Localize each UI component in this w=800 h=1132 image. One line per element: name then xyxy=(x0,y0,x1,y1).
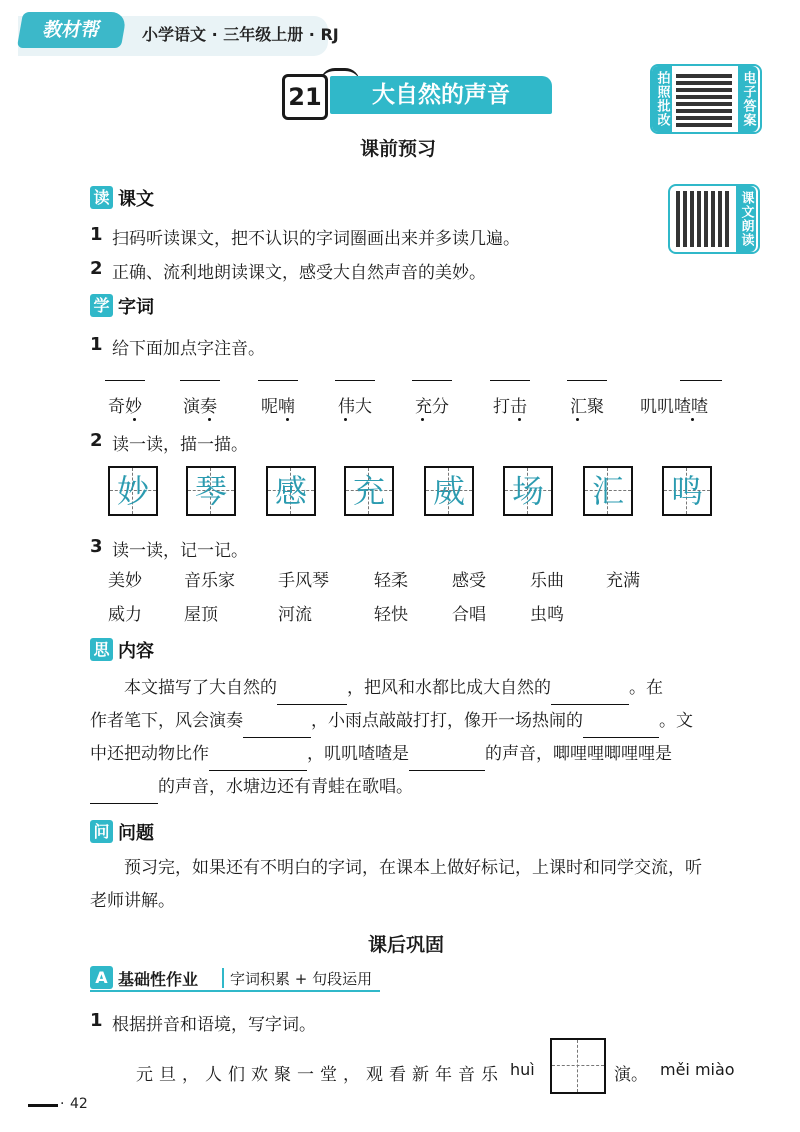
book-title: 小学语文 · 三年级上册 · RJ xyxy=(142,25,339,44)
fill-blank[interactable] xyxy=(551,686,629,705)
memorize-word: 轻柔 xyxy=(374,571,408,591)
qr-code-icon xyxy=(676,71,732,127)
lesson-number: 21 xyxy=(282,74,328,120)
para-text: 本文描写了大自然的 xyxy=(124,678,277,698)
para-text: 的声音，唧哩哩唧哩哩是 xyxy=(485,744,672,764)
fill-blank[interactable] xyxy=(409,752,485,771)
pinyin-blank[interactable] xyxy=(180,380,220,381)
pinyin-word: 叽叽喳喳 xyxy=(640,397,708,417)
write-box[interactable] xyxy=(550,1038,606,1094)
pinyin-word: 充分 xyxy=(415,397,449,417)
memorize-word: 感受 xyxy=(452,571,486,591)
question-trace: 读一读，描一描。 xyxy=(112,435,248,455)
memorize-word: 音乐家 xyxy=(184,571,235,591)
emphasis-dot xyxy=(421,418,424,421)
pinyin-hint: huì xyxy=(510,1060,535,1079)
item-number: 2 xyxy=(90,258,103,279)
qr-code-reading[interactable] xyxy=(668,184,760,254)
fill-blank[interactable] xyxy=(243,719,311,738)
pinyin-blank[interactable] xyxy=(490,380,530,381)
question-pinyin: 给下面加点字注音。 xyxy=(112,339,265,359)
trace-char: 妙 xyxy=(116,472,149,510)
item-number: 1 xyxy=(90,224,103,245)
trace-box[interactable] xyxy=(583,466,633,516)
para-text: 。在 xyxy=(629,678,663,698)
qr-side-left: 拍照批改 xyxy=(652,66,672,132)
pinyin-blank[interactable] xyxy=(335,380,375,381)
banner-underline xyxy=(90,990,380,992)
para-text: ，小雨点敲敲打打，像开一场热闹的 xyxy=(311,711,583,731)
read-item-2: 正确、流利地朗读课文，感受大自然声音的美妙。 xyxy=(112,263,486,283)
emphasis-dot xyxy=(344,418,347,421)
footer-dot: · xyxy=(60,1096,65,1112)
para-text: 作者笔下，风会演奏 xyxy=(90,711,243,731)
memorize-word: 河流 xyxy=(278,605,312,625)
emphasis-dot xyxy=(208,418,211,421)
sentence-tail: 演。 xyxy=(614,1065,648,1085)
badge-ask: 问 xyxy=(90,820,113,843)
memorize-word: 乐曲 xyxy=(530,571,564,591)
trace-char: 场 xyxy=(511,472,544,510)
ask-line-2: 老师讲解。 xyxy=(90,891,175,911)
label-ask: 问题 xyxy=(118,823,154,844)
para-line-3 xyxy=(90,738,770,771)
question-write: 根据拼音和语境，写字词。 xyxy=(112,1015,316,1035)
memorize-word: 威力 xyxy=(108,605,142,625)
trace-box[interactable] xyxy=(266,466,316,516)
trace-box[interactable] xyxy=(108,466,158,516)
fill-blank[interactable] xyxy=(90,785,158,804)
section-title-pre: 课前预习 xyxy=(360,138,437,160)
memorize-word: 虫鸣 xyxy=(530,605,564,625)
para-text: 中还把动物比作 xyxy=(90,744,209,764)
qr-code-icon xyxy=(676,191,732,247)
qr-side-right: 课文朗读 xyxy=(736,186,756,252)
label-think: 内容 xyxy=(118,641,154,662)
pinyin-word: 奇妙 xyxy=(108,397,142,417)
item-number: 1 xyxy=(90,1010,103,1031)
emphasis-dot xyxy=(133,418,136,421)
pinyin-blank[interactable] xyxy=(412,380,452,381)
pinyin-word: 演奏 xyxy=(183,397,217,417)
trace-box[interactable] xyxy=(503,466,553,516)
trace-char: 感 xyxy=(274,472,307,510)
question-memorize: 读一读，记一记。 xyxy=(112,541,248,561)
memorize-word: 屋顶 xyxy=(184,605,218,625)
pinyin-word: 汇聚 xyxy=(570,397,604,417)
banner-divider xyxy=(222,968,224,988)
badge-read: 读 xyxy=(90,186,113,209)
section-title-post: 课后巩固 xyxy=(368,934,445,956)
item-number: 3 xyxy=(90,536,103,557)
read-item-1: 扫码听读课文，把不认识的字词圈画出来并多读几遍。 xyxy=(112,229,520,249)
trace-box[interactable] xyxy=(186,466,236,516)
trace-box[interactable] xyxy=(344,466,394,516)
pinyin-blank[interactable] xyxy=(105,380,145,381)
trace-box[interactable] xyxy=(662,466,712,516)
badge-learn: 学 xyxy=(90,294,113,317)
memorize-word: 美妙 xyxy=(108,571,142,591)
emphasis-dot xyxy=(576,418,579,421)
para-text: 。文 xyxy=(659,711,693,731)
memorize-word: 手风琴 xyxy=(278,571,329,591)
pinyin-blank[interactable] xyxy=(567,380,607,381)
pinyin-word: 呢喃 xyxy=(261,397,295,417)
pinyin-word: 伟大 xyxy=(338,397,372,417)
emphasis-dot xyxy=(286,418,289,421)
pinyin-word: 打击 xyxy=(493,397,527,417)
label-learn: 字词 xyxy=(118,297,154,318)
qr-side-right: 电子答案 xyxy=(738,66,758,132)
fill-blank[interactable] xyxy=(277,686,347,705)
pinyin-blank[interactable] xyxy=(680,380,722,381)
para-text: ，把风和水都比成大自然的 xyxy=(347,678,551,698)
memorize-word: 充满 xyxy=(606,571,640,591)
memorize-word: 轻快 xyxy=(374,605,408,625)
page-number: 42 xyxy=(70,1096,88,1112)
trace-char: 充 xyxy=(352,472,385,510)
para-text: 的声音，水塘边还有青蛙在歌唱。 xyxy=(158,777,413,797)
footer-rule xyxy=(28,1104,58,1107)
memorize-word: 合唱 xyxy=(452,605,486,625)
trace-box[interactable] xyxy=(424,466,474,516)
ask-paragraph xyxy=(90,852,770,918)
item-number: 2 xyxy=(90,430,103,451)
item-number: 1 xyxy=(90,334,103,355)
pinyin-hint: měi miào xyxy=(660,1060,735,1079)
trace-char: 汇 xyxy=(591,472,624,510)
trace-char: 鸣 xyxy=(670,472,703,510)
lesson-title: 大自然的声音 xyxy=(330,76,552,114)
banner-label: 基础性作业 xyxy=(118,970,199,989)
pinyin-blank[interactable] xyxy=(258,380,298,381)
banner-sub: 字词积累 + 句段运用 xyxy=(230,970,373,988)
qr-code-answers[interactable] xyxy=(650,64,762,134)
para-text: ，叽叽喳喳是 xyxy=(307,744,409,764)
content-paragraph xyxy=(90,672,770,804)
trace-char: 琴 xyxy=(194,472,227,510)
para-line-2 xyxy=(90,705,770,738)
ask-line-1: 预习完，如果还有不明白的字词，在课本上做好标记，上课时和同学交流，听 xyxy=(124,858,702,878)
label-read: 课文 xyxy=(118,189,154,210)
badge-think: 思 xyxy=(90,638,113,661)
badge-basic: A xyxy=(90,966,113,989)
fill-blank[interactable] xyxy=(209,752,307,771)
brand-logo: 教材帮 xyxy=(17,12,127,48)
sentence-text: 元旦，人们欢聚一堂，观看新年音乐 xyxy=(136,1065,504,1085)
emphasis-dot xyxy=(518,418,521,421)
para-line-4 xyxy=(90,771,770,804)
emphasis-dot xyxy=(691,418,694,421)
para-line-1 xyxy=(90,672,770,705)
fill-blank[interactable] xyxy=(583,719,659,738)
trace-char: 威 xyxy=(432,472,465,510)
